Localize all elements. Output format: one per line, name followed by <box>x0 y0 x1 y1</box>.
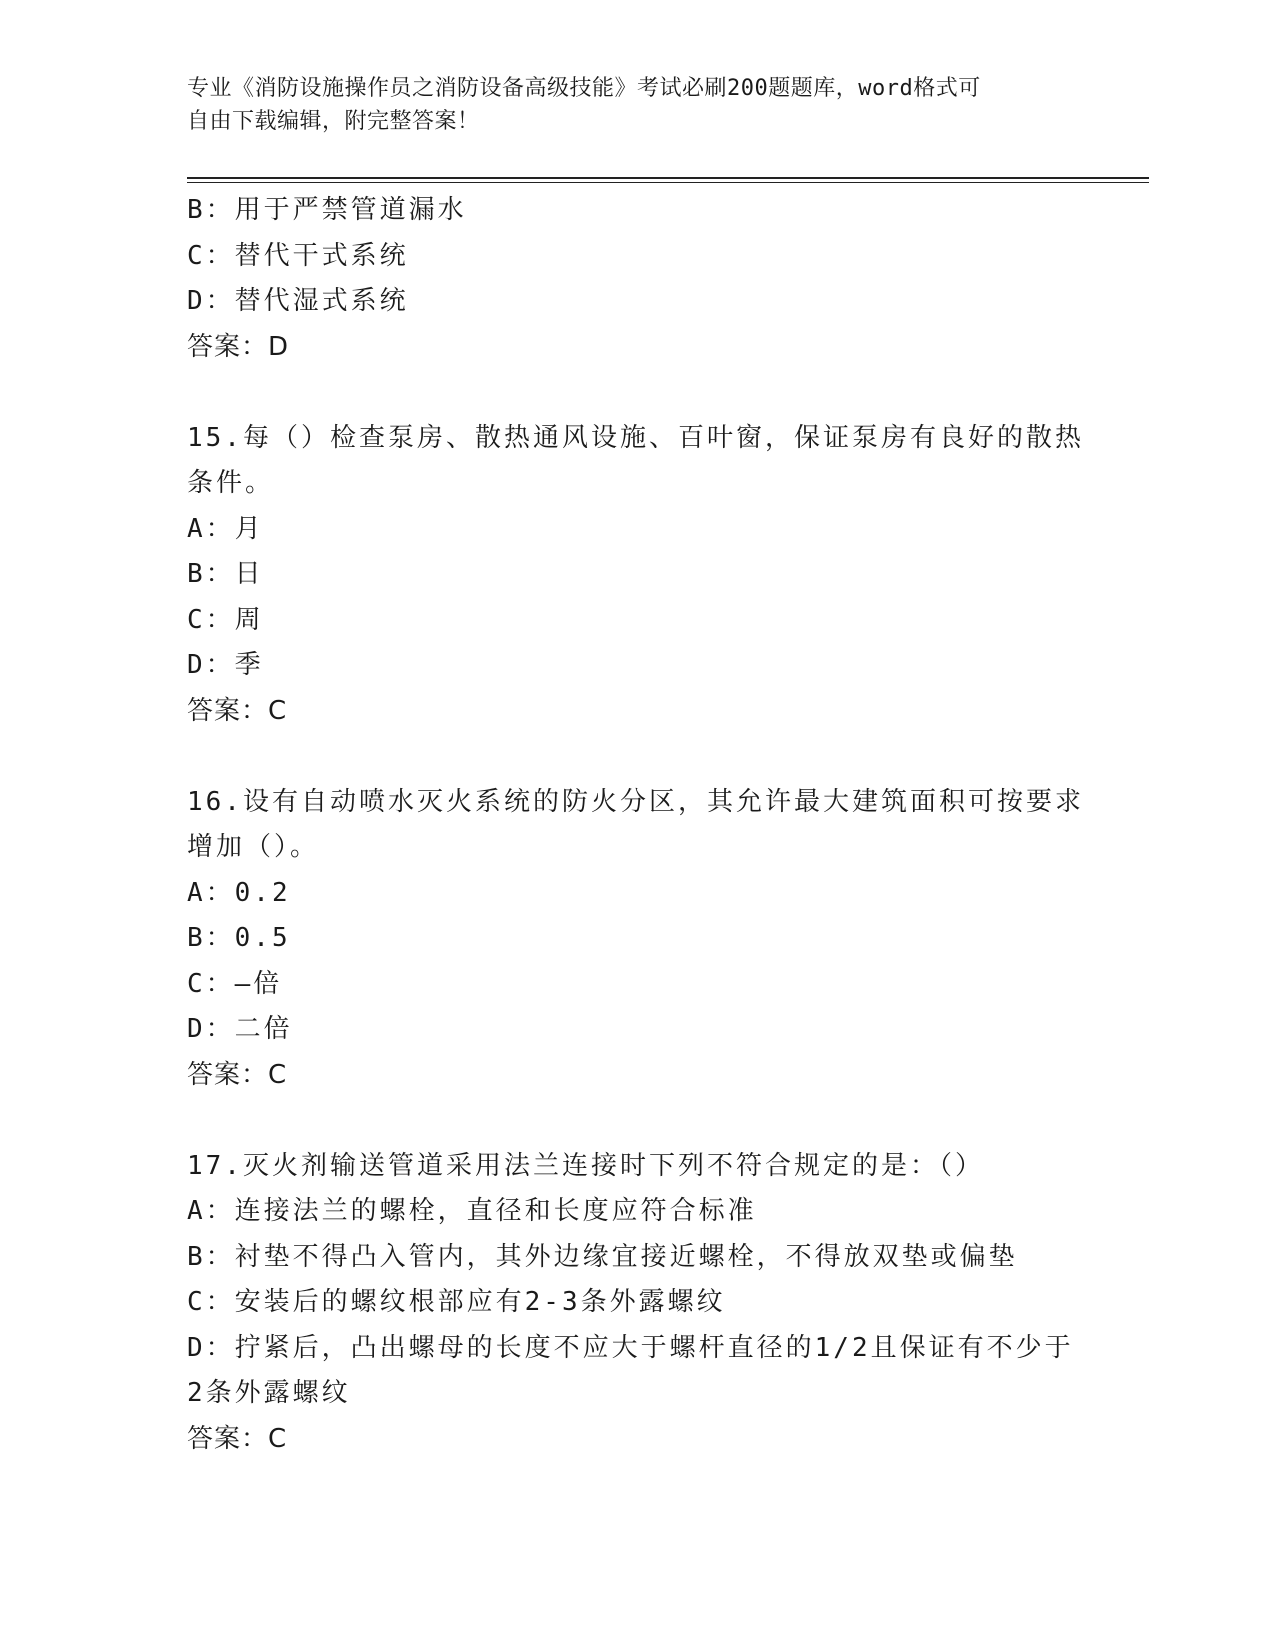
header-divider-thick <box>187 177 1149 179</box>
header-line-2: 自由下载编辑，附完整答案！ <box>187 109 480 134</box>
header-line-1: 专业《消防设施操作员之消防设备高级技能》考试必刷200题题库，word格式可 <box>187 76 981 101</box>
answer-line: 答案：C <box>187 695 288 726</box>
option-b: B：用于严禁管道漏水 <box>187 195 467 225</box>
answer-line: 答案：C <box>187 1423 288 1454</box>
question-stem-line-2: 条件。 <box>187 468 275 498</box>
option-b: B：衬垫不得凸入管内，其外边缘宜接近螺栓，不得放双垫或偏垫 <box>187 1241 1018 1272</box>
answer-line: 答案：C <box>187 1059 288 1090</box>
option-c: C：安装后的螺纹根部应有2-3条外露螺纹 <box>187 1287 726 1317</box>
option-d-continued: 2条外露螺纹 <box>187 1378 351 1408</box>
question-stem-line-1: 17.灭火剂输送管道采用法兰连接时下列不符合规定的是：（） <box>187 1150 984 1181</box>
question-content <box>187 188 1087 1462</box>
option-d: D：替代湿式系统 <box>187 286 409 316</box>
option-c: C：替代干式系统 <box>187 240 409 271</box>
question-15 <box>187 416 1087 735</box>
question-stem-line-2: 增加（）。 <box>187 832 320 862</box>
continued-question <box>187 188 1087 370</box>
document-header <box>187 72 1067 138</box>
option-c: C：—倍 <box>187 968 283 999</box>
question-17 <box>187 1144 1087 1463</box>
option-d: D：季 <box>187 650 264 680</box>
document-page <box>187 0 1147 1650</box>
option-a: A：0.2 <box>187 877 291 908</box>
option-a: A：连接法兰的螺栓，直径和长度应符合标准 <box>187 1196 757 1226</box>
option-b: B：0.5 <box>187 923 291 953</box>
question-16 <box>187 780 1087 1099</box>
answer-line: 答案：D <box>187 331 290 362</box>
option-d: D：拧紧后，凸出螺母的长度不应大于螺杆直径的1/2且保证有不少于 <box>187 1332 1074 1363</box>
option-c: C：周 <box>187 604 264 635</box>
option-b: B：日 <box>187 559 264 589</box>
option-d: D：二倍 <box>187 1014 293 1044</box>
question-stem-line-1: 15.每（）检查泵房、散热通风设施、百叶窗，保证泵房有良好的散热 <box>187 422 1084 453</box>
option-a: A：月 <box>187 513 264 544</box>
question-stem-line-1: 16.设有自动喷水灭火系统的防火分区，其允许最大建筑面积可按要求 <box>187 786 1084 817</box>
header-divider-thin <box>187 182 1149 183</box>
